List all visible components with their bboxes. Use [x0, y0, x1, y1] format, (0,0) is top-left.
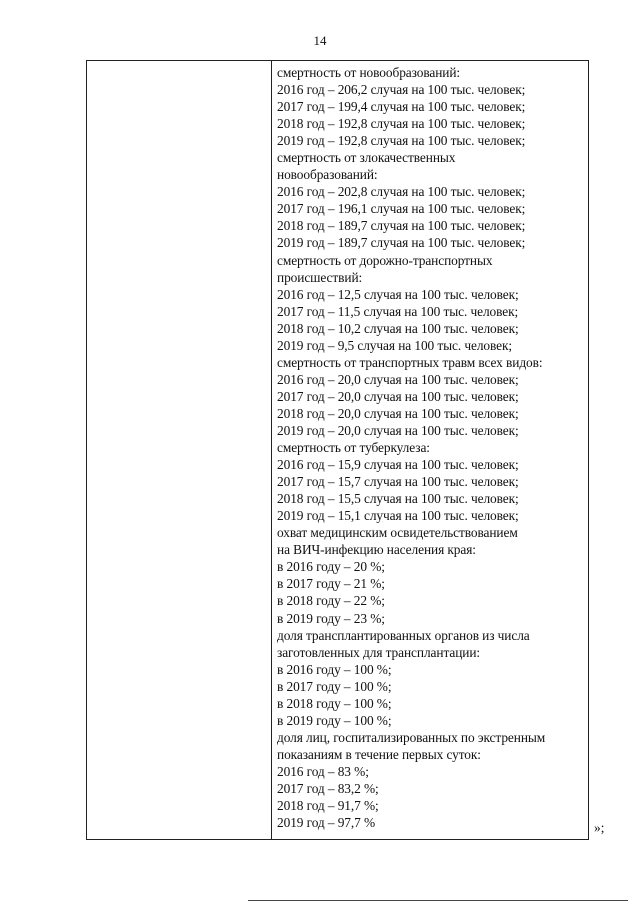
text-line: смертность от новообразований: [277, 65, 461, 80]
text-line: 2018 год – 189,7 случая на 100 тыс. человек; [277, 218, 526, 234]
text-line: 2016 год – 83 %; [277, 763, 369, 779]
text-line: заготовленных для трансплантации: [277, 644, 481, 660]
text-line: в 2017 году – 100 %; [277, 678, 392, 694]
text-line: 2018 год – 10,2 случая на 100 тыс. человек; [277, 320, 519, 336]
text-line: в 2018 году – 100 %; [277, 695, 392, 711]
text-line: 2016 год – 206,2 случая на 100 тыс. человек; [277, 82, 526, 98]
text-line: 2017 год – 199,4 случая на 100 тыс. человек; [277, 99, 526, 115]
text-line: на ВИЧ-инфекцию населения края: [277, 542, 476, 558]
page-number: 14 [313, 33, 327, 48]
text-line: 2017 год – 15,7 случая на 100 тыс. человек; [277, 474, 519, 490]
text-line: новообразований: [277, 167, 378, 183]
text-line: 2016 год – 202,8 случая на 100 тыс. человек; [277, 184, 526, 200]
document-table [86, 60, 589, 840]
text-line: в 2019 году – 100 %; [277, 712, 392, 728]
text-line: происшествий: [277, 269, 363, 285]
text-line: 2018 год – 20,0 случая на 100 тыс. человек; [277, 405, 519, 421]
text-line: 2017 год – 11,5 случая на 100 тыс. человек; [277, 303, 519, 319]
text-line: 2019 год – 9,5 случая на 100 тыс. человек; [277, 337, 513, 353]
text-line: в 2018 году – 22 %; [277, 593, 385, 609]
text-line: доля трансплантированных органов из числа [277, 627, 530, 643]
text-line: 2016 год – 12,5 случая на 100 тыс. человек; [277, 286, 519, 302]
closing-quote: »; [594, 820, 605, 835]
text-line: доля лиц, госпитализированных по экстренным [277, 729, 546, 745]
text-line: смертность от туберкулеза: [277, 440, 430, 456]
text-line: в 2019 году – 23 %; [277, 610, 385, 626]
table-right-cell [277, 64, 587, 831]
footer-rule [248, 900, 628, 901]
text-line: 2016 год – 20,0 случая на 100 тыс. человек; [277, 371, 519, 387]
text-line: охват медицинским освидетельствованием [277, 525, 518, 541]
text-line: 2019 год – 20,0 случая на 100 тыс. человек; [277, 422, 519, 438]
text-line: 2019 год – 192,8 случая на 100 тыс. человек; [277, 133, 526, 149]
text-line: 2018 год – 91,7 %; [277, 798, 379, 814]
text-line: 2019 год – 15,1 случая на 100 тыс. человек; [277, 508, 519, 524]
text-line: 2019 год – 97,7 % [277, 815, 376, 831]
text-line: показаниям в течение первых суток: [277, 746, 481, 762]
text-line: в 2017 году – 21 %; [277, 576, 385, 592]
text-line: 2017 год – 20,0 случая на 100 тыс. человек; [277, 388, 519, 404]
text-line: смертность от дорожно-транспортных [277, 252, 493, 268]
text-line: смертность от транспортных травм всех видов: [277, 354, 543, 370]
text-line: 2018 год – 192,8 случая на 100 тыс. человек; [277, 116, 526, 132]
text-line: 2018 год – 15,5 случая на 100 тыс. человек; [277, 491, 519, 507]
text-line: 2017 год – 83,2 %; [277, 780, 379, 796]
column-divider [271, 61, 272, 839]
text-line: в 2016 году – 100 %; [277, 661, 392, 677]
text-line: смертность от злокачественных [277, 150, 456, 166]
text-line: в 2016 году – 20 %; [277, 559, 385, 575]
text-line: 2016 год – 15,9 случая на 100 тыс. человек; [277, 457, 519, 473]
text-line: 2019 год – 189,7 случая на 100 тыс. человек; [277, 235, 526, 251]
table-left-cell [87, 61, 271, 839]
text-line: 2017 год – 196,1 случая на 100 тыс. человек; [277, 201, 526, 217]
